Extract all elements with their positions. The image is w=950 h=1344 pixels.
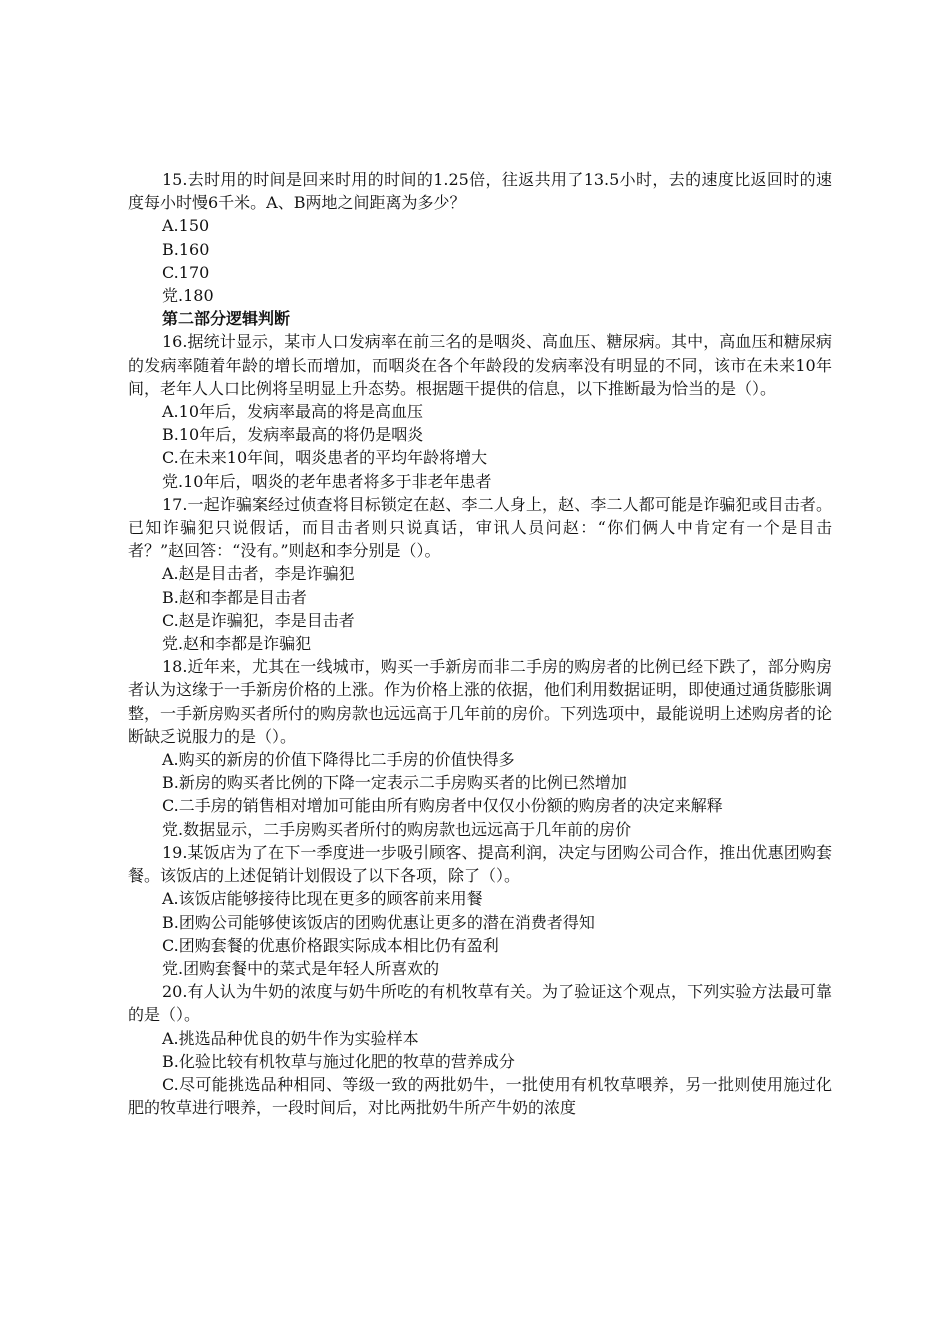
question-17-option-a: A.赵是目击者，李是诈骗犯 <box>162 564 355 584</box>
question-16-stem: 16.据统计显示，某市人口发病率在前三名的是咽炎、高血压、糖尿病。其中，高血压和糖尿病的发病率随着年龄的增长而增加，而咽炎在各个年龄段的发病率没有明显的不同，该市在未来10年间，老年人人口比例将呈明显上升态势。根据题干提供的信息，以下推断最为恰当的是（）。 <box>128 332 832 398</box>
question-18-stem: 18.近年来，尤其在一线城市，购买一手新房而非二手房的购房者的比例已经下跌了，部分购房者认为这缘于一手新房价格的上涨。作为价格上涨的依据，他们利用数据证明，即使通过通货膨胀调整，一手新房购买者所付的购房款也远远高于几年前的房价。下列选项中，最能说明上述购房者的论断缺乏说服力的是（）。 <box>128 657 833 746</box>
question-19-option-d: 党.团购套餐中的菜式是年轻人所喜欢的 <box>162 958 440 978</box>
question-16-option-d: 党.10年后，咽炎的老年患者将多于非老年患者 <box>162 471 492 491</box>
question-16-option-a: A.10年后，发病率最高的将是高血压 <box>162 402 424 422</box>
question-18-option-a: A.购买的新房的价值下降得比二手房的价值快得多 <box>162 750 515 770</box>
question-20-stem: 20.有人认为牛奶的浓度与奶牛所吃的有机牧草有关。为了验证这个观点，下列实验方法最可靠的是（）。 <box>128 982 832 1025</box>
question-17-stem: 17.一起诈骗案经过侦查将目标锁定在赵、李二人身上，赵、李二人都可能是诈骗犯或目击者。已知诈骗犯只说假话，而目击者则只说真话，审讯人员问赵：“你们俩人中肯定有一个是目击者？”赵回答：“没有。”则赵和李分别是（）。 <box>128 494 832 561</box>
question-19-option-a: A.该饭店能够接待比现在更多的顾客前来用餐 <box>162 889 483 909</box>
question-19-option-c: C.团购套餐的优惠价格跟实际成本相比仍有盈利 <box>162 935 499 955</box>
section-heading: 第二部分逻辑判断 <box>162 309 291 329</box>
question-19-stem: 19.某饭店为了在下一季度进一步吸引顾客、提高利润，决定与团购公司合作，推出优惠团购套餐。该饭店的上述促销计划假设了以下各项，除了（）。 <box>128 842 832 886</box>
question-16-option-b: B.10年后，发病率最高的将仍是咽炎 <box>162 425 424 445</box>
question-19-option-b: B.团购公司能够使该饭店的团购优惠让更多的潜在消费者得知 <box>162 912 595 932</box>
question-16-option-c: C.在未来10年间，咽炎患者的平均年龄将增大 <box>162 448 488 468</box>
question-15-stem: 15.去时用的时间是回来时用的时间的1.25倍，往返共用了13.5小时，去的速度比返回时的速度每小时慢6千米。A、B两地之间距离为多少？ <box>128 170 832 213</box>
question-17-option-d: 党.赵和李都是诈骗犯 <box>162 634 312 654</box>
question-17-option-b: B.赵和李都是目击者 <box>162 587 307 607</box>
question-15-option-a: A.150 <box>162 216 210 236</box>
document-page <box>128 168 832 1119</box>
question-17-option-c: C.赵是诈骗犯，李是目击者 <box>162 610 355 630</box>
question-15-option-d: 党.180 <box>162 286 214 306</box>
question-20-option-b: B.化验比较有机牧草与施过化肥的牧草的营养成分 <box>162 1051 515 1071</box>
question-18-option-c: C.二手房的销售相对增加可能由所有购房者中仅仅小份额的购房者的决定来解释 <box>162 796 723 816</box>
question-18-option-d: 党.数据显示，二手房购买者所付的购房款也远远高于几年前的房价 <box>162 819 632 839</box>
question-15-option-c: C.170 <box>162 262 210 282</box>
question-20-option-c: C.尽可能挑选品种相同、等级一致的两批奶牛，一批使用有机牧草喂养，另一批则使用施过化肥的牧草进行喂养，一段时间后，对比两批奶牛所产牛奶的浓度 <box>128 1074 832 1118</box>
question-15-option-b: B.160 <box>162 239 210 259</box>
question-18-option-b: B.新房的购买者比例的下降一定表示二手房购买者的比例已然增加 <box>162 773 627 793</box>
question-20-option-a: A.挑选品种优良的奶牛作为实验样本 <box>162 1028 419 1048</box>
